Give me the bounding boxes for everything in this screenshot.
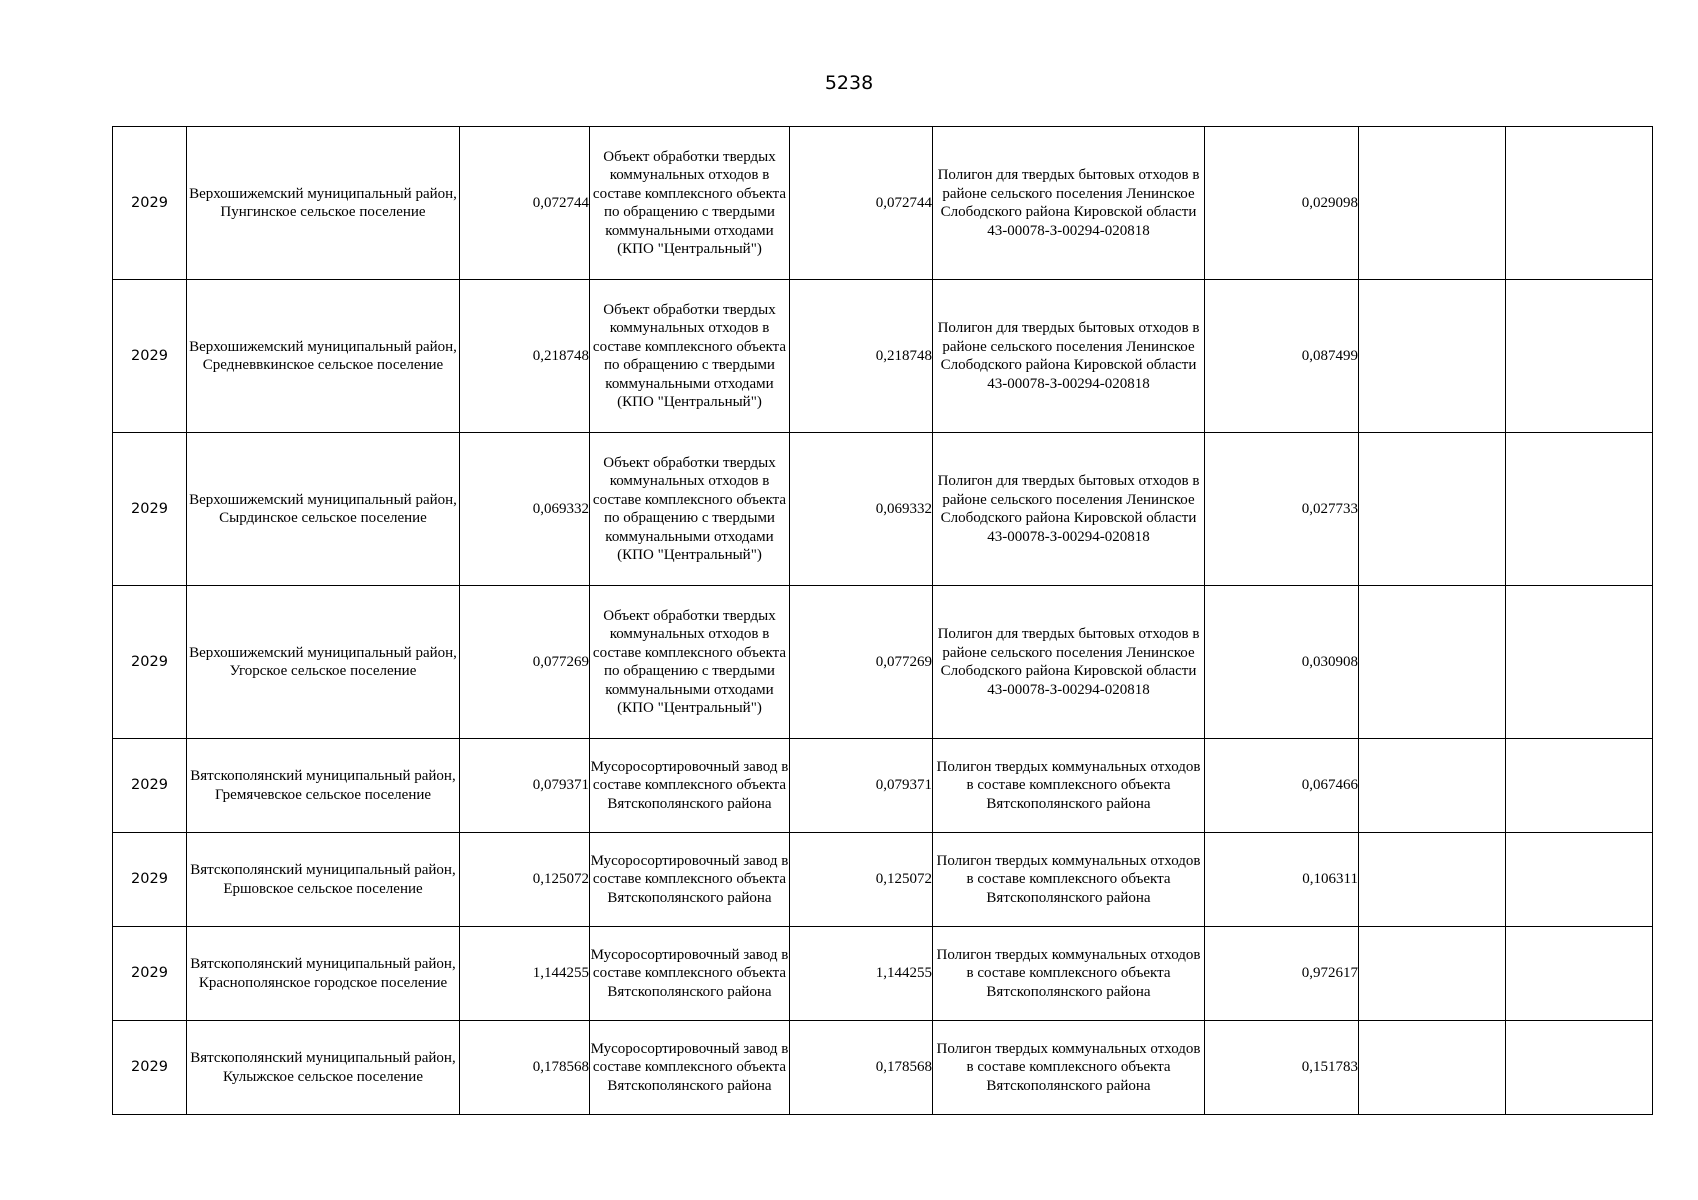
empty-cell: [1506, 433, 1653, 586]
table-row: [113, 739, 1653, 833]
volume-cell: 0,067466: [1205, 739, 1359, 833]
volume-cell: 1,144255: [460, 927, 590, 1021]
processing-object-cell: Мусоросортировочный завод в составе комплексного объекта Вятскополянского района: [590, 833, 790, 927]
processing-object-cell: Объект обработки твердых коммунальных отходов в составе комплексного объекта по обращению с твердыми коммунальными отходами (КПО "Центральный"): [590, 280, 790, 433]
table-row: [113, 127, 1653, 280]
municipality-cell: Верхошижемский муниципальный район, Средневвкинское сельское поселение: [187, 280, 460, 433]
empty-cell: [1506, 127, 1653, 280]
year-cell: 2029: [113, 586, 187, 739]
empty-cell: [1359, 1021, 1506, 1115]
table-row: [113, 433, 1653, 586]
volume-cell: 0,178568: [790, 1021, 933, 1115]
disposal-object-cell: Полигон для твердых бытовых отходов в районе сельского поселения Ленинское Слободского района Кировской области 43-00078-З-00294-020818: [933, 280, 1205, 433]
table-row: [113, 927, 1653, 1021]
volume-cell: 0,069332: [460, 433, 590, 586]
disposal-object-cell: Полигон твердых коммунальных отходов в составе комплексного объекта Вятскополянского района: [933, 833, 1205, 927]
table-row: [113, 1021, 1653, 1115]
table-row: [113, 280, 1653, 433]
volume-cell: 0,079371: [460, 739, 590, 833]
table-row: [113, 586, 1653, 739]
volume-cell: 0,030908: [1205, 586, 1359, 739]
volume-cell: 1,144255: [790, 927, 933, 1021]
disposal-object-cell: Полигон для твердых бытовых отходов в районе сельского поселения Ленинское Слободского района Кировской области 43-00078-З-00294-020818: [933, 586, 1205, 739]
empty-cell: [1359, 833, 1506, 927]
municipality-cell: Верхошижемский муниципальный район, Пунгинское сельское поселение: [187, 127, 460, 280]
municipality-cell: Вятскополянский муниципальный район, Ершовское сельское поселение: [187, 833, 460, 927]
volume-cell: 0,072744: [460, 127, 590, 280]
table-row: [113, 833, 1653, 927]
disposal-object-cell: Полигон твердых коммунальных отходов в составе комплексного объекта Вятскополянского района: [933, 1021, 1205, 1115]
disposal-object-cell: Полигон для твердых бытовых отходов в районе сельского поселения Ленинское Слободского района Кировской области 43-00078-З-00294-020818: [933, 127, 1205, 280]
empty-cell: [1506, 586, 1653, 739]
year-cell: 2029: [113, 280, 187, 433]
volume-cell: 0,125072: [790, 833, 933, 927]
year-cell: 2029: [113, 127, 187, 280]
empty-cell: [1359, 127, 1506, 280]
empty-cell: [1506, 739, 1653, 833]
empty-cell: [1359, 739, 1506, 833]
volume-cell: 0,077269: [790, 586, 933, 739]
empty-cell: [1506, 833, 1653, 927]
empty-cell: [1359, 927, 1506, 1021]
volume-cell: 0,087499: [1205, 280, 1359, 433]
volume-cell: 0,125072: [460, 833, 590, 927]
year-cell: 2029: [113, 433, 187, 586]
processing-object-cell: Объект обработки твердых коммунальных отходов в составе комплексного объекта по обращению с твердыми коммунальными отходами (КПО "Центральный"): [590, 127, 790, 280]
volume-cell: 0,218748: [460, 280, 590, 433]
processing-object-cell: Мусоросортировочный завод в составе комплексного объекта Вятскополянского района: [590, 739, 790, 833]
volume-cell: 0,079371: [790, 739, 933, 833]
municipality-cell: Вятскополянский муниципальный район, Краснополянское городское поселение: [187, 927, 460, 1021]
empty-cell: [1359, 280, 1506, 433]
volume-cell: 0,106311: [1205, 833, 1359, 927]
data-table: [112, 126, 1653, 1115]
municipality-cell: Вятскополянский муниципальный район, Кулыжское сельское поселение: [187, 1021, 460, 1115]
empty-cell: [1506, 927, 1653, 1021]
year-cell: 2029: [113, 739, 187, 833]
volume-cell: 0,151783: [1205, 1021, 1359, 1115]
disposal-object-cell: Полигон твердых коммунальных отходов в составе комплексного объекта Вятскополянского района: [933, 927, 1205, 1021]
disposal-object-cell: Полигон для твердых бытовых отходов в районе сельского поселения Ленинское Слободского района Кировской области 43-00078-З-00294-020818: [933, 433, 1205, 586]
processing-object-cell: Мусоросортировочный завод в составе комплексного объекта Вятскополянского района: [590, 927, 790, 1021]
volume-cell: 0,218748: [790, 280, 933, 433]
volume-cell: 0,972617: [1205, 927, 1359, 1021]
year-cell: 2029: [113, 1021, 187, 1115]
volume-cell: 0,077269: [460, 586, 590, 739]
processing-object-cell: Мусоросортировочный завод в составе комплексного объекта Вятскополянского района: [590, 1021, 790, 1115]
page-number: 5238: [824, 72, 874, 94]
volume-cell: 0,069332: [790, 433, 933, 586]
empty-cell: [1359, 586, 1506, 739]
processing-object-cell: Объект обработки твердых коммунальных отходов в составе комплексного объекта по обращению с твердыми коммунальными отходами (КПО "Центральный"): [590, 433, 790, 586]
processing-object-cell: Объект обработки твердых коммунальных отходов в составе комплексного объекта по обращению с твердыми коммунальными отходами (КПО "Центральный"): [590, 586, 790, 739]
volume-cell: 0,027733: [1205, 433, 1359, 586]
empty-cell: [1506, 280, 1653, 433]
volume-cell: 0,029098: [1205, 127, 1359, 280]
year-cell: 2029: [113, 833, 187, 927]
volume-cell: 0,178568: [460, 1021, 590, 1115]
empty-cell: [1506, 1021, 1653, 1115]
volume-cell: 0,072744: [790, 127, 933, 280]
municipality-cell: Верхошижемский муниципальный район, Сырдинское сельское поселение: [187, 433, 460, 586]
municipality-cell: Вятскополянский муниципальный район, Гремячевское сельское поселение: [187, 739, 460, 833]
disposal-object-cell: Полигон твердых коммунальных отходов в составе комплексного объекта Вятскополянского района: [933, 739, 1205, 833]
municipality-cell: Верхошижемский муниципальный район, Угорское сельское поселение: [187, 586, 460, 739]
empty-cell: [1359, 433, 1506, 586]
year-cell: 2029: [113, 927, 187, 1021]
